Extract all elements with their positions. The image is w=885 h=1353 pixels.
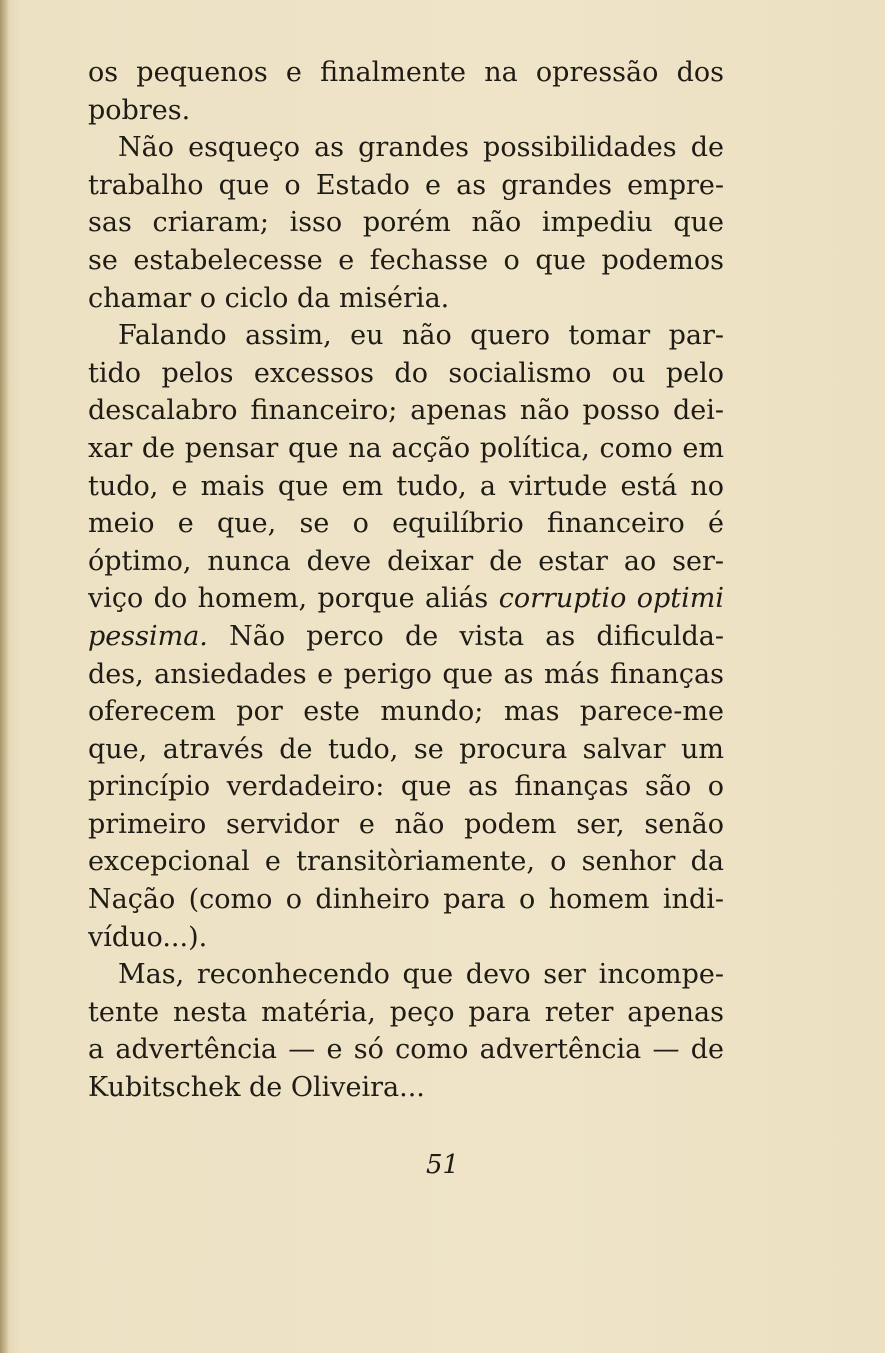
text-line: oferecem por este mundo; mas parece-me [88, 696, 724, 728]
latin-phrase: pessima. [88, 620, 208, 652]
text-line: xar de pensar que na acção política, como em [88, 432, 724, 464]
text-line: que, através de tudo, se procura salvar um [88, 733, 724, 765]
text-line: tente nesta matéria, peço para reter apenas [88, 996, 724, 1028]
text-segment: viço do homem, porque aliás [88, 583, 489, 615]
text-line [88, 618, 724, 656]
text-line: Nação (como o dinheiro para o homem indi- [88, 884, 724, 916]
text-line: os pequenos e finalmente na opressão dos [88, 57, 724, 88]
text-line: a advertência — e só como advertência — de [88, 1034, 724, 1066]
text-line: Kubitschek de Oliveira... [88, 1072, 425, 1104]
latin-phrase: corruptio optimi [498, 583, 724, 615]
body-text [88, 54, 724, 1107]
text-line: primeiro servidor e não podem ser, senão [88, 808, 724, 840]
text-line: Mas, reconhecendo que devo ser incompe- [118, 959, 724, 991]
text-line: Não esqueço as grandes possibilidades de [118, 132, 724, 164]
text-line [88, 580, 724, 618]
page-number: 51 [425, 1150, 460, 1180]
text-line: víduo...). [88, 921, 208, 953]
text-line: des, ansiedades e perigo que as más finanças [88, 658, 724, 690]
text-line: princípio verdadeiro: que as finanças são o [88, 771, 724, 803]
text-line: trabalho que o Estado e as grandes empre- [88, 169, 724, 201]
text-line: Falando assim, eu não quero tomar par- [118, 320, 724, 352]
text-segment: Não perco de vista as dificulda- [229, 620, 724, 652]
text-line: pobres. [88, 94, 191, 126]
text-line: descalabro financeiro; apenas não posso dei- [88, 395, 724, 427]
text-line: se estabelecesse e fechasse o que podemos [88, 244, 724, 276]
text-line: tido pelos excessos do socialismo ou pelo [88, 357, 724, 389]
text-line: sas criaram; isso porém não impediu que [88, 207, 724, 239]
text-line: tudo, e mais que em tudo, a virtude está no [88, 470, 724, 502]
text-line: chamar o ciclo da miséria. [88, 282, 450, 314]
text-line: excepcional e transitòriamente, o senhor da [88, 846, 724, 878]
text-line: óptimo, nunca deve deixar de estar ao ser- [88, 545, 724, 577]
text-line: meio e que, se o equilíbrio financeiro é [88, 508, 724, 540]
